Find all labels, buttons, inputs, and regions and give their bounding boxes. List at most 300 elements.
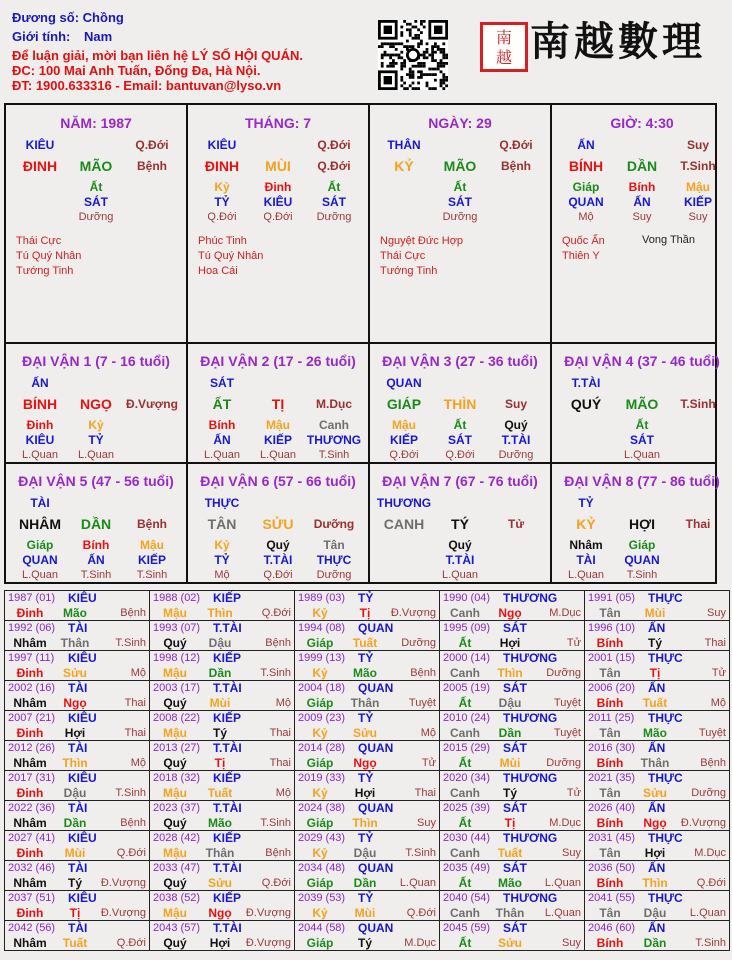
earthly-branch: TÝ	[451, 516, 469, 532]
dai-van-card[interactable]	[368, 464, 550, 582]
year-cell[interactable]	[585, 651, 730, 681]
table-row	[5, 711, 730, 741]
year-stem: Kỷ	[312, 785, 328, 800]
year-cell[interactable]	[150, 621, 295, 651]
year-stem: Đinh	[16, 845, 44, 860]
year-ten-god: TÀI	[68, 801, 88, 815]
year-branch: Thìn	[352, 815, 378, 830]
year-phase: T.Sinh	[260, 816, 291, 829]
year-cell[interactable]	[295, 771, 440, 801]
heavenly-stem: GIÁP	[386, 396, 422, 412]
pillar-card[interactable]	[6, 105, 186, 342]
hidden-ten-god: T.TÀI	[263, 552, 293, 567]
year-header	[153, 681, 291, 695]
year-phase: Đ.Vượng	[680, 816, 726, 829]
year-stem: Nhâm	[13, 875, 47, 890]
year-cell[interactable]	[440, 771, 585, 801]
year-cell[interactable]	[5, 921, 150, 951]
year-cell[interactable]	[5, 891, 150, 921]
hidden-ten-god-row	[376, 194, 544, 209]
year-ten-god: THỰC	[648, 831, 683, 845]
year-header	[298, 591, 436, 605]
year-age-label: 2004 (18)	[298, 682, 346, 694]
year-phase: L.Quan	[689, 906, 726, 919]
card-title: NGÀY: 29	[428, 115, 492, 131]
year-age-label: 2000 (14)	[443, 652, 491, 664]
year-ten-god: KIÊU	[68, 891, 97, 905]
year-cell[interactable]	[295, 681, 440, 711]
hidden-stem-row	[194, 537, 362, 552]
year-phase: T.Sinh	[115, 636, 146, 649]
year-phase: Tử	[566, 786, 581, 799]
year-phase: Tuyệt	[553, 696, 581, 709]
dai-van-card[interactable]	[6, 344, 186, 462]
year-cell[interactable]	[585, 831, 730, 861]
owner-label: Đương số:	[12, 10, 80, 25]
year-age-label: 2002 (16)	[8, 682, 56, 694]
year-cell[interactable]	[150, 831, 295, 861]
year-header	[298, 891, 436, 905]
year-header	[153, 831, 291, 845]
year-age-label: 2036 (50)	[588, 862, 636, 874]
year-pillar	[8, 905, 146, 920]
year-branch: Thìn	[497, 665, 523, 680]
phone-email-line[interactable]: ĐT: 1900.633316 - Email: bantuvan@lyso.vn	[12, 78, 282, 93]
year-pillar	[298, 785, 436, 800]
hidden-ten-god: TỶ	[88, 432, 104, 447]
hidden-ten-god-row	[558, 194, 726, 209]
year-header	[298, 801, 436, 815]
year-phase: Thai	[269, 756, 291, 769]
hidden-phase: Mộ	[578, 210, 594, 223]
year-ten-god: SÁT	[503, 741, 527, 755]
year-phase: T.Sinh	[115, 786, 146, 799]
year-stem: Nhâm	[13, 755, 47, 770]
hidden-stem: Quý	[504, 417, 528, 432]
year-age-label: 2027 (41)	[8, 832, 56, 844]
year-branch: Dậu	[63, 785, 87, 800]
dai-van-card[interactable]	[550, 464, 732, 582]
year-stem: Đinh	[16, 785, 44, 800]
hidden-phase: Dưỡng	[316, 210, 352, 223]
year-ten-god: T.TÀI	[213, 921, 242, 935]
year-stem: Giáp	[306, 875, 334, 890]
year-ten-god: KIÊU	[68, 771, 97, 785]
year-age-label: 2017 (31)	[8, 772, 56, 784]
year-cell[interactable]	[585, 681, 730, 711]
stem-branch-row	[194, 155, 362, 177]
year-cell[interactable]	[5, 681, 150, 711]
year-age-label: 1989 (03)	[298, 592, 346, 604]
hidden-phase: Q.Đới	[263, 568, 293, 581]
star-item: Thiên Y	[562, 250, 600, 262]
dai-van-card[interactable]	[186, 464, 368, 582]
hidden-phase: Suy	[632, 210, 652, 223]
year-cell[interactable]	[440, 591, 585, 621]
year-cell[interactable]	[295, 921, 440, 951]
earthly-branch: HỢI	[629, 516, 655, 532]
year-branch: Ngọ	[63, 695, 87, 710]
year-header	[8, 621, 146, 635]
year-cell[interactable]	[5, 651, 150, 681]
year-phase: Q.Đới	[406, 906, 436, 919]
contact-line: Để luận giải, mời bạn liên hệ LÝ SỐ HỘI QUÁN.	[12, 48, 303, 63]
year-ten-god: TỶ	[358, 711, 374, 725]
year-cell[interactable]	[150, 891, 295, 921]
year-cell[interactable]	[585, 771, 730, 801]
year-stem: Kỷ	[312, 905, 328, 920]
year-phase: Đ.Vượng	[100, 906, 146, 919]
year-stem: Mậu	[163, 905, 187, 920]
year-phase: L.Quan	[544, 906, 581, 919]
year-age-label: 1990 (04)	[443, 592, 491, 604]
year-phase: Suy	[562, 936, 581, 949]
year-stem: Quý	[163, 755, 187, 770]
pillar-card[interactable]	[186, 105, 368, 342]
year-phase: Tử	[566, 636, 581, 649]
year-ten-god: QUAN	[358, 861, 394, 875]
hidden-stem: Tân	[323, 537, 345, 552]
year-stem: Mậu	[163, 785, 187, 800]
year-pillar	[443, 725, 581, 740]
year-header	[8, 771, 146, 785]
year-stem: Ất	[458, 755, 472, 770]
year-phase: Bệnh	[700, 756, 726, 769]
year-header	[8, 651, 146, 665]
year-cell[interactable]	[585, 591, 730, 621]
year-cell[interactable]	[150, 711, 295, 741]
year-pillar	[443, 905, 581, 920]
hidden-ten-god: KIẾP	[683, 194, 712, 209]
year-phase: M.Dục	[404, 936, 436, 949]
year-phase: Dưỡng	[401, 636, 436, 649]
stem-ten-god: SÁT	[210, 376, 234, 390]
year-cell[interactable]	[5, 591, 150, 621]
hidden-ten-god: QUAN	[624, 552, 660, 567]
table-row	[5, 861, 730, 891]
heavenly-stem: NHÂM	[19, 516, 61, 532]
year-branch: Mùi	[209, 695, 231, 710]
hidden-ten-god-row	[12, 194, 180, 209]
heavenly-stem: BÍNH	[568, 158, 604, 174]
year-branch: Tị	[214, 755, 226, 770]
year-ten-god: TỶ	[358, 771, 374, 785]
year-branch: Thân	[495, 905, 525, 920]
year-age-label: 1987 (01)	[8, 592, 56, 604]
dai-van-card[interactable]	[550, 344, 732, 462]
year-branch: Hợi	[644, 845, 666, 860]
year-pillar	[153, 635, 291, 650]
hidden-phase-row	[12, 447, 180, 462]
year-header	[588, 801, 726, 815]
hidden-stem: Nhâm	[569, 537, 603, 552]
year-pillar	[298, 875, 436, 890]
year-ten-god: QUAN	[358, 681, 394, 695]
hidden-phase: Q.Đới	[445, 448, 475, 461]
year-header	[153, 741, 291, 755]
year-cell[interactable]	[5, 861, 150, 891]
year-header	[8, 741, 146, 755]
year-pillar	[443, 755, 581, 770]
hidden-ten-god: QUAN	[568, 194, 604, 209]
card-title: THÁNG: 7	[244, 115, 312, 131]
year-cell[interactable]	[295, 741, 440, 771]
year-phase: Q.Đới	[116, 936, 146, 949]
year-cell[interactable]	[440, 891, 585, 921]
year-cell[interactable]	[150, 861, 295, 891]
year-header	[588, 711, 726, 725]
life-phase: Bệnh	[137, 517, 167, 531]
year-phase: Mộ	[130, 666, 146, 679]
year-age-label: 2010 (24)	[443, 712, 491, 724]
year-pillar	[443, 785, 581, 800]
year-cell[interactable]	[295, 621, 440, 651]
year-stem: Canh	[450, 665, 480, 680]
year-cell[interactable]	[440, 651, 585, 681]
year-pillar	[443, 665, 581, 680]
year-cell[interactable]	[295, 861, 440, 891]
year-age-label: 2033 (47)	[153, 862, 201, 874]
year-header	[153, 801, 291, 815]
year-cell[interactable]	[295, 651, 440, 681]
year-ten-god: ẤN	[648, 921, 666, 935]
year-ten-god: THƯƠNG	[503, 831, 558, 845]
year-branch: Ngọ	[643, 815, 667, 830]
year-age-label: 2006 (20)	[588, 682, 636, 694]
year-stem: Quý	[163, 695, 187, 710]
year-cell[interactable]	[5, 711, 150, 741]
year-cell[interactable]	[440, 681, 585, 711]
dai-van-card[interactable]	[186, 344, 368, 462]
year-ten-god: QUAN	[358, 921, 394, 935]
hidden-phase: Suy	[688, 210, 708, 223]
year-header	[588, 651, 726, 665]
year-cell[interactable]	[585, 861, 730, 891]
year-cell[interactable]	[150, 651, 295, 681]
pillar-card[interactable]	[368, 105, 550, 342]
stem-branch-row	[194, 513, 362, 535]
year-header	[153, 621, 291, 635]
year-header	[443, 741, 581, 755]
year-ten-god: KIÊU	[68, 831, 97, 845]
year-header	[8, 591, 146, 605]
hidden-stem: Ất	[635, 417, 649, 432]
hidden-stem: Ất	[453, 179, 467, 194]
year-cell[interactable]	[585, 921, 730, 951]
year-age-label: 1993 (07)	[153, 622, 201, 634]
year-pillar	[588, 665, 726, 680]
year-pillar	[443, 935, 581, 950]
year-pillar	[298, 725, 436, 740]
dai-van-card[interactable]	[368, 344, 550, 462]
year-header	[443, 681, 581, 695]
hidden-stem-row	[376, 179, 544, 194]
year-cell[interactable]	[585, 711, 730, 741]
heavenly-stem: QUÝ	[570, 396, 602, 412]
year-branch: Tuất	[62, 935, 88, 950]
hidden-stem: Quý	[266, 537, 290, 552]
hidden-stem: Bính	[82, 537, 110, 552]
year-stem: Mậu	[163, 605, 187, 620]
hidden-phase: L.Quan	[623, 448, 661, 461]
year-cell[interactable]	[295, 831, 440, 861]
year-cell[interactable]	[440, 801, 585, 831]
year-age-label: 2039 (53)	[298, 892, 346, 904]
qr-code-icon[interactable]	[378, 20, 448, 90]
year-pillar	[443, 875, 581, 890]
year-phase: Thai	[124, 696, 146, 709]
stem-ten-god: QUAN	[386, 376, 422, 390]
year-ten-god: SÁT	[503, 621, 527, 635]
hidden-phase: L.Quan	[203, 448, 241, 461]
star-item: Tướng Tinh	[16, 265, 74, 277]
card-title: ĐẠI VẬN 4 (37 - 46 tuổi)	[564, 353, 720, 369]
year-cell[interactable]	[150, 741, 295, 771]
year-stem: Canh	[450, 905, 480, 920]
year-pillar	[8, 665, 146, 680]
year-cell[interactable]	[150, 801, 295, 831]
earthly-branch: MÙI	[265, 158, 291, 174]
year-cell[interactable]	[150, 591, 295, 621]
hidden-stem-row	[194, 417, 362, 432]
hidden-phase-row	[376, 447, 544, 462]
hidden-ten-god: SÁT	[448, 432, 472, 447]
year-branch: Tuất	[497, 845, 523, 860]
year-cell[interactable]	[440, 831, 585, 861]
year-cell[interactable]	[440, 741, 585, 771]
year-phase: Suy	[562, 846, 581, 859]
life-phase: T.Sinh	[680, 397, 716, 411]
hidden-phase-row	[558, 209, 726, 224]
year-cell[interactable]	[5, 771, 150, 801]
year-phase: Q.Đới	[261, 606, 291, 619]
year-phase: Mộ	[420, 726, 436, 739]
year-phase: Đ.Vượng	[245, 906, 291, 919]
year-stem: Giáp	[306, 755, 334, 770]
year-branch: Dậu	[643, 905, 667, 920]
year-cell[interactable]	[295, 801, 440, 831]
hidden-phase-row	[12, 209, 180, 224]
hidden-phase: Q.Đới	[207, 210, 237, 223]
year-cell[interactable]	[585, 801, 730, 831]
year-pillar	[588, 785, 726, 800]
year-cell[interactable]	[5, 621, 150, 651]
star-list	[558, 234, 726, 264]
hidden-phase: T.Sinh	[626, 568, 658, 581]
hidden-stem: Kỷ	[214, 537, 230, 552]
hidden-stem: Mậu	[686, 179, 710, 194]
year-cell[interactable]	[150, 681, 295, 711]
hidden-stem: Quý	[448, 537, 472, 552]
year-ten-god: KIÊU	[68, 651, 97, 665]
year-stem: Mậu	[163, 845, 187, 860]
star-list	[194, 234, 362, 279]
year-branch: Hợi	[209, 935, 231, 950]
year-pillar	[298, 665, 436, 680]
year-cell[interactable]	[295, 891, 440, 921]
year-cell[interactable]	[440, 861, 585, 891]
year-cell[interactable]	[150, 921, 295, 951]
hidden-ten-god-row	[194, 552, 362, 567]
year-cell[interactable]	[5, 831, 150, 861]
year-header	[8, 861, 146, 875]
year-branch: Sửu	[62, 665, 88, 680]
year-age-label: 2018 (32)	[153, 772, 201, 784]
star-list	[376, 234, 544, 279]
hidden-phase-row	[194, 447, 362, 462]
year-cell[interactable]	[5, 801, 150, 831]
year-stem: Quý	[163, 635, 187, 650]
year-ten-god: THƯƠNG	[503, 711, 558, 725]
year-header	[153, 591, 291, 605]
chart-board	[4, 103, 720, 584]
dai-van-card[interactable]	[6, 464, 186, 582]
year-pillar	[153, 755, 291, 770]
hidden-ten-god: KIẾP	[137, 552, 166, 567]
year-header	[153, 651, 291, 665]
year-cell[interactable]	[440, 621, 585, 651]
hidden-stem: Kỷ	[88, 417, 104, 432]
hidden-phase: L.Quan	[259, 448, 297, 461]
hidden-ten-god: ẤN	[87, 552, 105, 567]
year-ten-god: TỶ	[358, 891, 374, 905]
year-stem: Ất	[458, 935, 472, 950]
pillar-card[interactable]	[550, 105, 732, 342]
year-cell[interactable]	[440, 921, 585, 951]
year-branch: Mão	[643, 725, 667, 740]
year-branch: Dần	[63, 815, 87, 830]
hidden-phase: Dưỡng	[498, 448, 534, 461]
year-header	[588, 741, 726, 755]
year-pillar	[8, 845, 146, 860]
year-cell[interactable]	[295, 711, 440, 741]
year-cell[interactable]	[585, 741, 730, 771]
year-cell[interactable]	[150, 771, 295, 801]
hidden-phase: Q.Đới	[389, 448, 419, 461]
hidden-ten-god: TÀI	[576, 552, 596, 567]
year-cell[interactable]	[585, 891, 730, 921]
heavenly-stem: ẤT	[212, 396, 232, 412]
year-phase: Q.Đới	[696, 876, 726, 889]
year-cell[interactable]	[5, 741, 150, 771]
year-stem: Quý	[163, 815, 187, 830]
logo-calligraphy: 南越數理	[530, 18, 706, 65]
year-ten-god: THỰC	[648, 771, 683, 785]
hidden-phase: L.Quan	[21, 568, 59, 581]
year-header	[153, 921, 291, 935]
year-branch: Sửu	[207, 875, 233, 890]
year-ten-god: KIẾP	[213, 591, 242, 605]
ten-god-row	[558, 373, 726, 393]
year-cell[interactable]	[585, 621, 730, 651]
year-ten-god: KIÊU	[68, 711, 97, 725]
stem-branch-row	[558, 155, 726, 177]
table-row	[5, 891, 730, 921]
year-header	[588, 831, 726, 845]
card-title: ĐẠI VẬN 1 (7 - 16 tuổi)	[22, 353, 170, 369]
year-header	[8, 681, 146, 695]
year-stem: Ất	[458, 815, 472, 830]
year-cell[interactable]	[440, 711, 585, 741]
owner-value: Chồng	[82, 10, 124, 25]
year-stem: Đinh	[16, 725, 44, 740]
year-ten-god: KIẾP	[213, 711, 242, 725]
year-cell[interactable]	[295, 591, 440, 621]
year-header	[298, 651, 436, 665]
hidden-phase: T.Sinh	[318, 448, 350, 461]
earthly-branch: DẦN	[626, 158, 658, 174]
stem-branch-row	[194, 393, 362, 415]
